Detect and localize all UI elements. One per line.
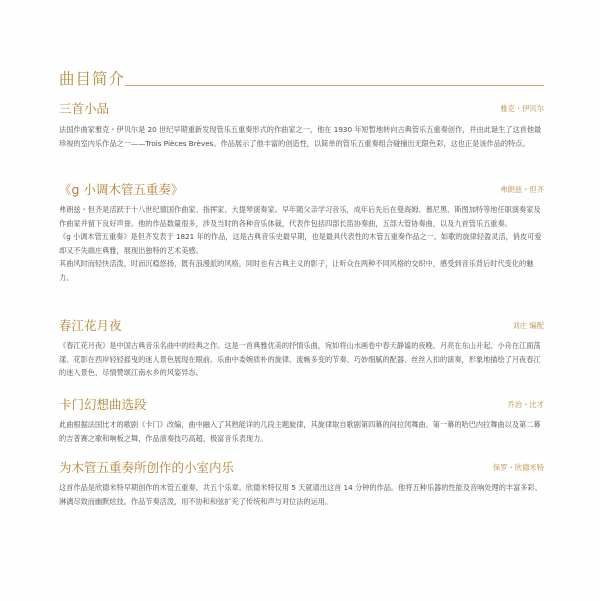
piece-composer: 雅克・伊贝尔 <box>500 104 544 113</box>
piece-description <box>59 123 545 150</box>
piece-composer: 保罗・欣德米特 <box>492 463 544 472</box>
program-header <box>59 69 544 91</box>
piece-title: 卡门幻想曲选段 <box>59 397 147 412</box>
piece-title: 《g 小调木管五重奏》 <box>59 182 184 197</box>
description-paragraph: 弗朗兹・但齐是活跃于十八世纪德国作曲家、指挥家、大提琴演奏家。早年随父亲学习音乐，成年后先后在曼海姆、慕尼黑、斯图加特等地任职演奏家及作曲家并留下良好声誉。他的作品数量很多，涉及当时的各种音乐体裁，代表作包括四部长笛协奏曲，五部大管协奏曲，以及九首管乐五重奏。 <box>59 205 541 228</box>
piece-composer: 弗朗兹・但齐 <box>500 185 544 194</box>
piece-title: 为木管五重奏所创作的小室内乐 <box>59 460 235 475</box>
piece-section-danzi-quintet <box>59 182 545 302</box>
piece-section-three-short-pieces <box>59 101 545 169</box>
piece-description <box>59 203 545 284</box>
description-paragraph: 这首作品是欣德米特早期创作的木管五重奏，共五个乐章。欣德米特仅用 5 天就谱出这首 14 分钟的作品。他将五种乐器的性能及音响处理的丰富多彩、淋漓尽致而幽默炫技。作品节奏活泼，用不协和和弦扩充了传统和声与对位法的运用。 <box>59 483 542 506</box>
page-title: 曲目简介 <box>59 70 126 88</box>
description-paragraph: 法国作曲家雅克・伊贝尔是 20 世纪早期重新发现管乐五重奏形式的作曲家之一，他在 1930 年短暂地转向古典管乐五重奏创作，并由此诞生了这首他最珍视的室内乐作品之一——Trois Pièces Brèves。作品展示了他丰富的创造性，以简单的管乐五重奏组合碰撞出无限色彩，这也正是该作品的特点。 <box>59 125 542 148</box>
description-paragraph: 《春江花月夜》是中国古典音乐名曲中的经典之作。这是一首典雅优美的抒情乐曲，宛如将山水画卷中春天静谧的夜晚、月亮在东山升起、小舟在江面荡漾、花影在西岸轻轻摇曳的迷人景色展现在眼前。乐曲中委婉质朴的旋律、流畅多变的节奏、巧妙细腻的配器、丝丝入扣的演奏，形象地描绘了月夜春江的迷人景色，尽情赞颂江南水乡的风姿异态。 <box>59 341 541 377</box>
piece-description <box>59 418 545 445</box>
title-divider <box>125 85 544 86</box>
description-paragraph: 其曲风时而轻快活泼，时而沉稳悠扬，既有浪漫派的风格，同时也有古典主义的影子，让听众在两种不同风格的交织中，感受到音乐背后时代变化的魅力。 <box>59 259 534 282</box>
piece-description <box>59 481 545 508</box>
piece-section-hindemith <box>59 460 545 516</box>
piece-title: 春江花月夜 <box>59 318 122 333</box>
piece-composer: 乔治・比才 <box>507 400 544 409</box>
piece-composer: 刘庄 编配 <box>512 321 544 330</box>
piece-title: 三首小品 <box>59 101 110 116</box>
description-paragraph: 《g 小调木管五重奏》是但齐发表于 1821 年的作品，这是古典音乐史最早期，也是最具代表性的木管五重奏作品之一。如歌的旋律轻盈灵活，俏皮可爱却又不失端庄典雅，展现出独特的艺术美感。 <box>59 232 542 255</box>
piece-description <box>59 339 545 380</box>
piece-section-spring-river <box>59 318 545 388</box>
piece-section-carmen-fantasy <box>59 397 545 453</box>
description-paragraph: 此曲根据法国比才的歌剧《卡门》改编，曲中融入了其熟能详的几段主题旋律，其旋律取自歌剧第四幕的间拉冈舞曲、第一幕的哈巴内拉舞曲以及第二幕的吉普赛之歌和响板之舞，作品演奏技巧高超、极富音乐表现力。 <box>59 420 541 443</box>
